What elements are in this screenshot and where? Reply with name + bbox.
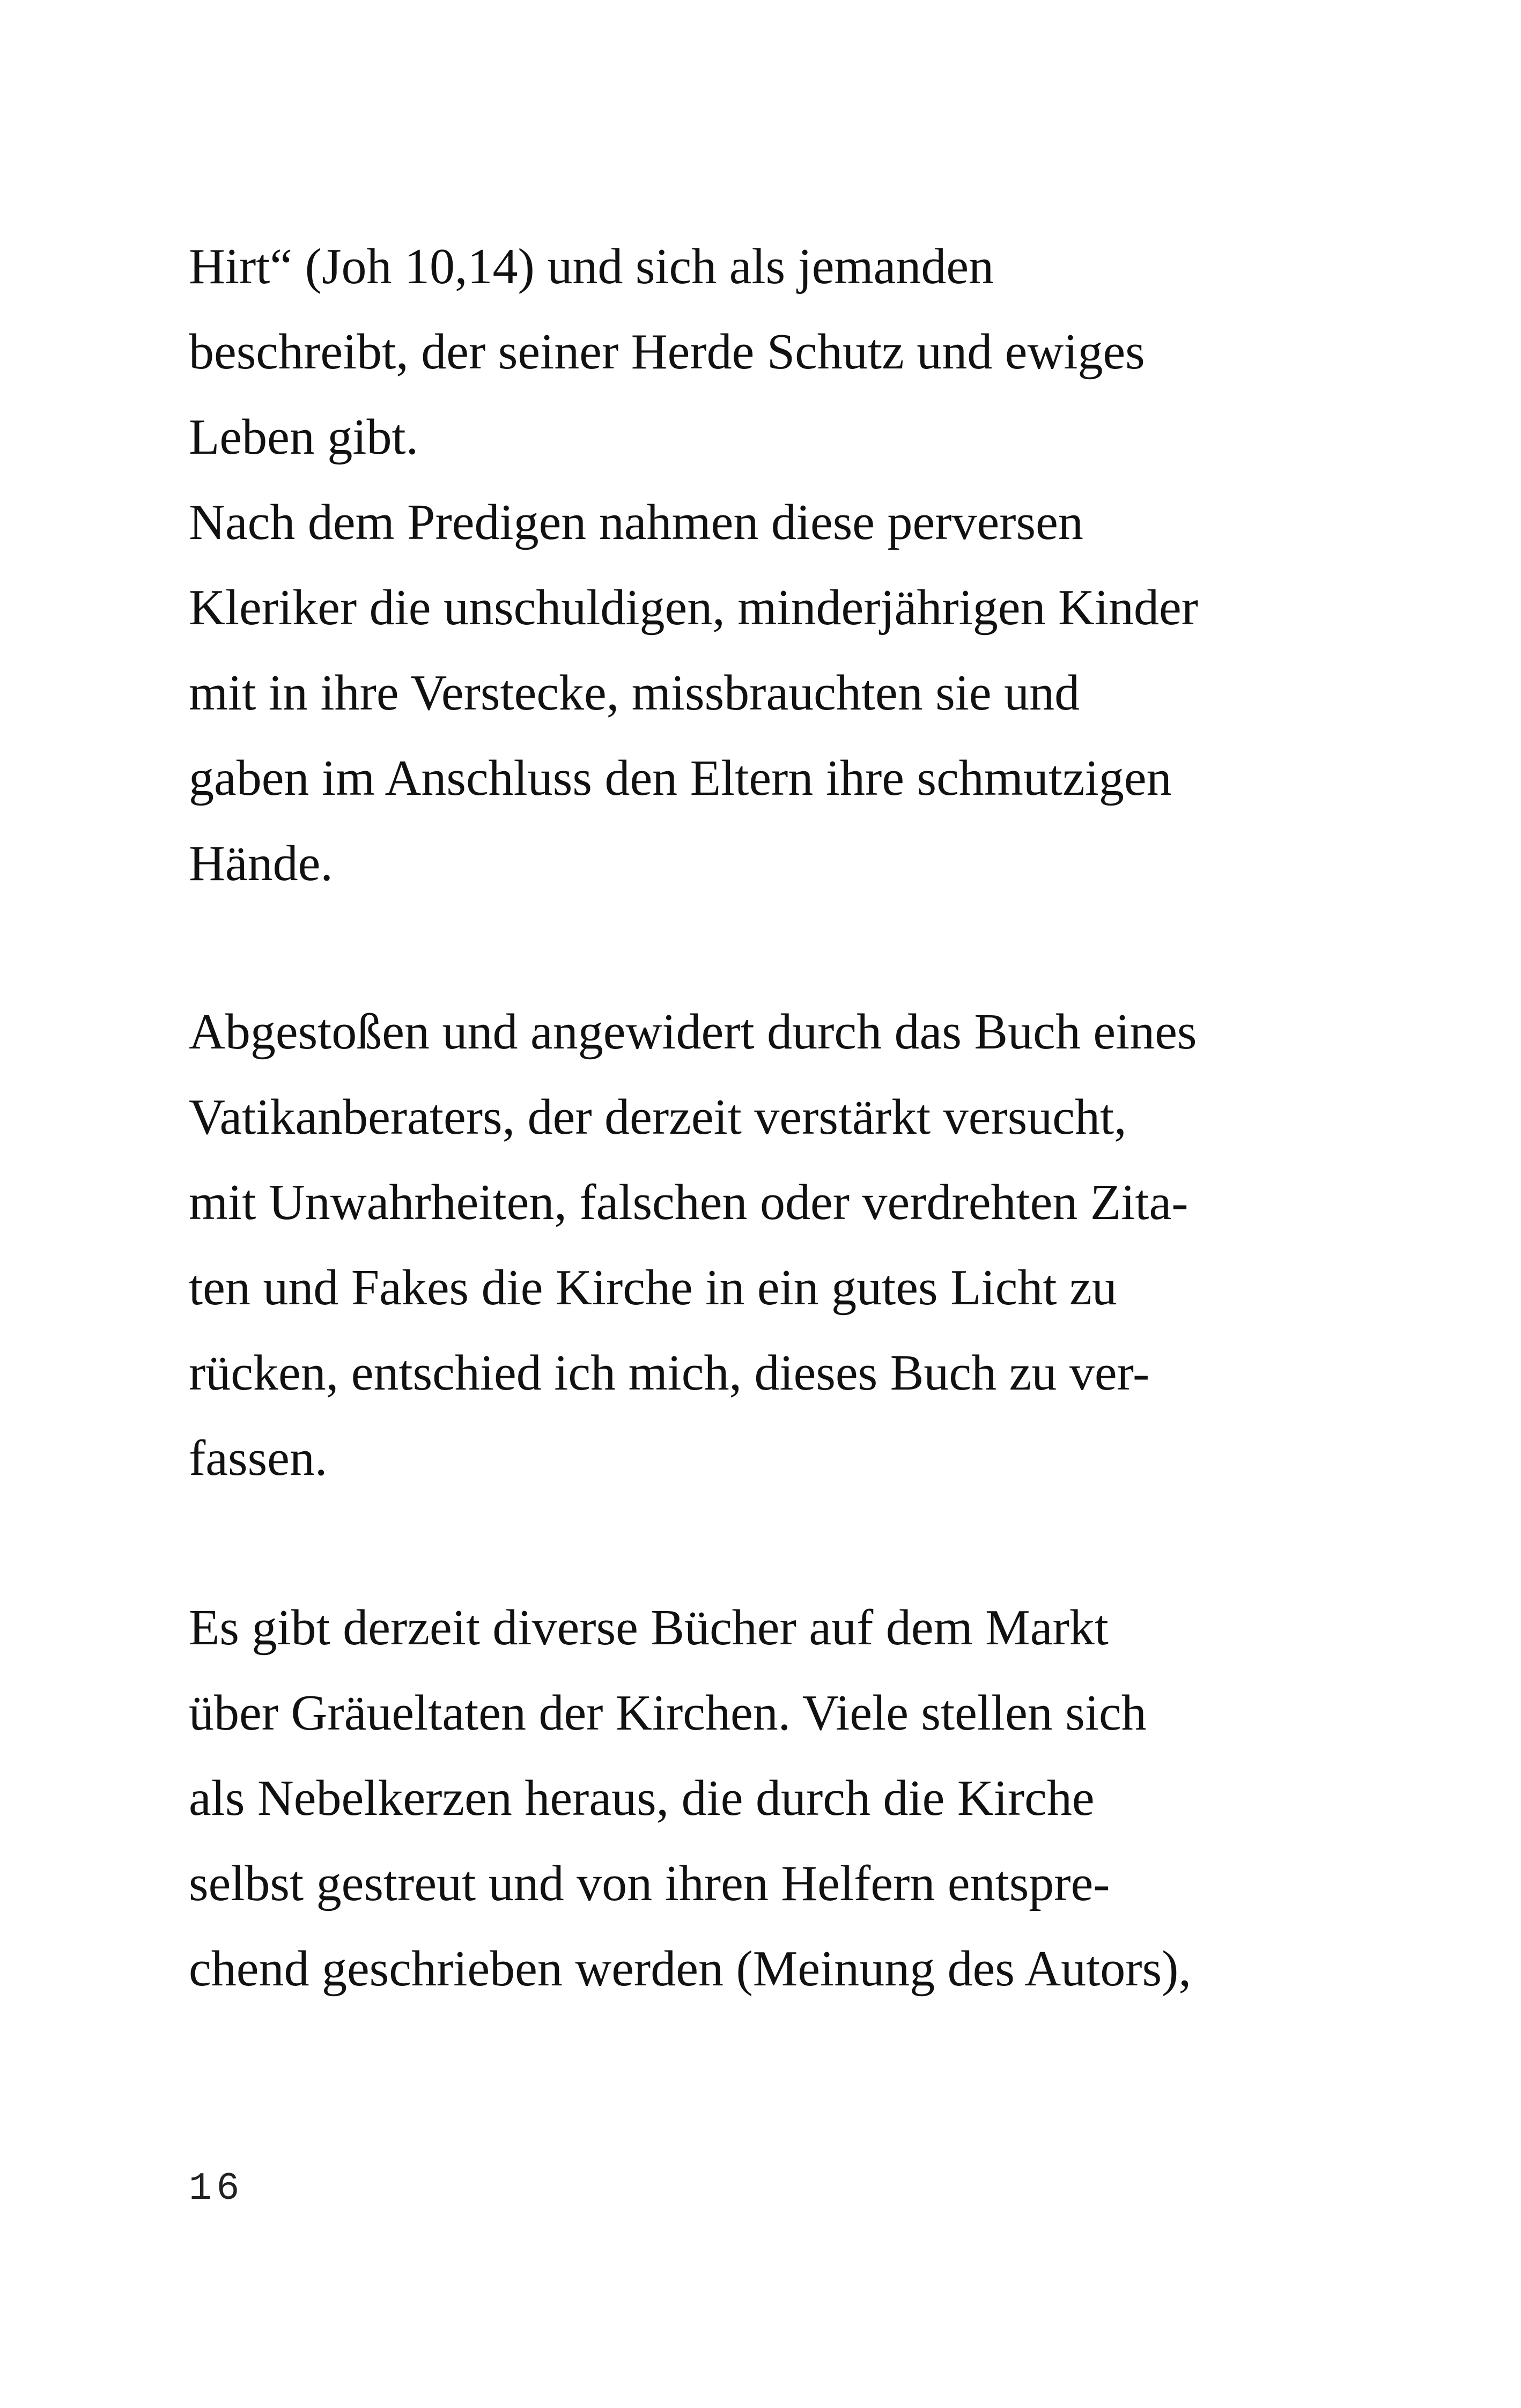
text-line: über Gräueltaten der Kirchen. Viele stellen sich bbox=[189, 1685, 1147, 1741]
text-line: fassen. bbox=[189, 1430, 328, 1486]
text-line: Abgestoßen und angewidert durch das Buch eines bbox=[189, 1004, 1197, 1060]
page-number: 16 bbox=[189, 2167, 244, 2211]
text-line: chend geschrieben werden (Meinung des Autors), bbox=[189, 1941, 1191, 1997]
text-line: mit Unwahrheiten, falschen oder verdrehten Zita- bbox=[189, 1175, 1188, 1230]
text-line: Hände. bbox=[189, 836, 333, 891]
text-line: mit in ihre Verstecke, missbrauchten sie und bbox=[189, 665, 1080, 721]
text-line: als Nebelkerzen heraus, die durch die Kirche bbox=[189, 1770, 1095, 1826]
text-line: Hirt“ (Joh 10,14) und sich als jemanden bbox=[189, 239, 994, 294]
text-line: Vatikanberaters, der derzeit verstärkt versucht, bbox=[189, 1089, 1127, 1145]
text-line: rücken, entschied ich mich, dieses Buch zu ver- bbox=[189, 1345, 1150, 1401]
text-line: Kleriker die unschuldigen, minderjährigen Kinder bbox=[189, 580, 1199, 636]
paragraph-3 bbox=[189, 1585, 1288, 2012]
text-line: beschreibt, der seiner Herde Schutz und ewiges bbox=[189, 324, 1145, 380]
text-line: gaben im Anschluss den Eltern ihre schmutzigen bbox=[189, 750, 1172, 806]
text-line: Leben gibt. bbox=[189, 409, 419, 465]
text-line: ten und Fakes die Kirche in ein gutes Licht zu bbox=[189, 1260, 1117, 1316]
text-line: Nach dem Predigen nahmen diese perversen bbox=[189, 494, 1083, 550]
paragraph-2 bbox=[189, 989, 1288, 1501]
text-line: selbst gestreut und von ihren Helfern entspre- bbox=[189, 1856, 1110, 1911]
text-line: Es gibt derzeit diverse Bücher auf dem Markt bbox=[189, 1600, 1109, 1656]
paragraph-1 bbox=[189, 224, 1288, 906]
